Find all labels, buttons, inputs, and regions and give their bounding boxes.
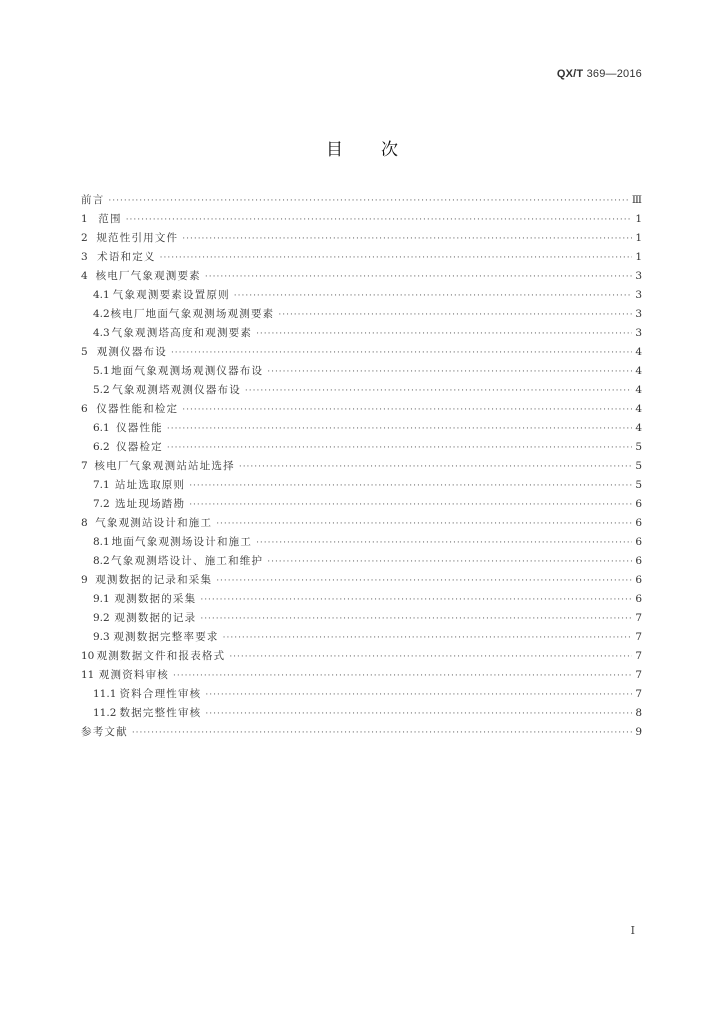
toc-entry-page: 4: [635, 422, 642, 434]
toc-entry-label: 仪器检定: [116, 441, 163, 453]
toc-entry-label: 规范性引用文件: [96, 232, 179, 244]
toc-entry-page: 6: [635, 517, 642, 529]
toc-entry-number: 9: [81, 574, 88, 586]
toc-entry[interactable]: [81, 343, 642, 362]
toc-leader-dots: [167, 439, 632, 458]
toc-entry-label: 仪器性能: [116, 422, 163, 434]
toc-entry[interactable]: [81, 286, 642, 305]
toc-leader-dots: [173, 667, 632, 686]
toc-entry-label: 地面气象观测场观测仪器布设: [111, 365, 264, 377]
toc-entry-label: 站址选取原则: [114, 479, 186, 491]
toc-leader-dots: [132, 724, 632, 743]
toc-entry[interactable]: [81, 191, 642, 210]
toc-entry-label: 气象观测塔观测仪器布设: [112, 384, 241, 396]
toc-entry-page: 7: [635, 612, 642, 624]
toc-entry[interactable]: [81, 400, 642, 419]
toc-leader-dots: [189, 477, 632, 496]
toc-leader-dots: [216, 572, 632, 591]
toc-entry-label: 核电厂气象观测要素: [95, 270, 201, 282]
toc-entry-label: 前言: [81, 194, 105, 206]
toc-entry[interactable]: [81, 438, 642, 457]
toc-leader-dots: [256, 534, 632, 553]
toc-entry-label: 核电厂气象观测站站址选择: [94, 460, 235, 472]
toc-entry-number: 11.2: [93, 707, 117, 719]
toc-entry-number: 4.1: [93, 289, 110, 301]
toc-entry[interactable]: [81, 685, 642, 704]
toc-entry[interactable]: [81, 666, 642, 685]
toc-entry-label: 气象观测要素设置原则: [112, 289, 230, 301]
toc-entry[interactable]: [81, 647, 642, 666]
toc-entry-label: 观测资料审核: [98, 669, 169, 681]
toc-leader-dots: [200, 591, 632, 610]
toc-entry-page: 3: [635, 289, 642, 301]
toc-entry[interactable]: [81, 476, 642, 495]
toc-entry-label: 观测数据文件和报表格式: [96, 650, 226, 662]
toc-leader-dots: [216, 515, 632, 534]
toc-entry-page: 4: [635, 384, 642, 396]
toc-entry-number: 9.2: [93, 612, 110, 624]
toc-entry-label: 观测仪器布设: [96, 346, 167, 358]
toc-entry-label: 地面气象观测场设计和施工: [111, 536, 253, 548]
toc-entry-number: 4: [81, 270, 88, 282]
toc-leader-dots: [182, 230, 632, 249]
toc-entry-page: 4: [635, 346, 642, 358]
toc-entry-number: 6.1: [93, 422, 110, 434]
toc-entry[interactable]: [81, 533, 642, 552]
toc-entry[interactable]: [81, 210, 642, 229]
toc-entry-label: 气象观测站设计和施工: [95, 517, 213, 529]
toc-entry[interactable]: [81, 609, 642, 628]
toc-leader-dots: [167, 420, 632, 439]
toc-entry[interactable]: [81, 552, 642, 571]
toc-leader-dots: [256, 325, 632, 344]
toc-entry-number: 3: [81, 251, 88, 263]
toc-entry-number: 8.2: [93, 555, 110, 567]
toc-entry-page: 1: [635, 213, 642, 225]
toc-entry-label: 资料合理性审核: [119, 688, 202, 700]
table-of-contents: [81, 191, 642, 742]
toc-leader-dots: [267, 553, 632, 572]
toc-entry-page: 4: [635, 403, 642, 415]
toc-entry-page: 3: [635, 270, 642, 282]
toc-leader-dots: [278, 306, 632, 325]
toc-entry-label: 仪器性能和检定: [96, 403, 179, 415]
page-number: Ⅰ: [630, 924, 635, 937]
toc-leader-dots: [229, 648, 632, 667]
toc-entry-page: 6: [635, 593, 642, 605]
toc-entry-number: 4.3: [93, 327, 110, 339]
toc-entry-number: 7.2: [93, 498, 110, 510]
toc-entry-page: 3: [635, 308, 642, 320]
toc-entry-label: 观测数据的记录和采集: [95, 574, 213, 586]
toc-entry[interactable]: [81, 229, 642, 248]
toc-leader-dots: [234, 287, 632, 306]
toc-entry-page: 7: [635, 669, 642, 681]
toc-entry-number: 9.3: [93, 631, 110, 643]
toc-entry-number: 8: [81, 517, 88, 529]
standard-number: 369—2016: [586, 68, 642, 80]
toc-entry-page: 6: [635, 536, 642, 548]
standard-code: [557, 68, 642, 80]
toc-leader-dots: [189, 496, 632, 515]
toc-entry[interactable]: [81, 457, 642, 476]
toc-entry-page: 8: [635, 707, 642, 719]
toc-entry[interactable]: [81, 704, 642, 723]
toc-entry-page: 7: [635, 688, 642, 700]
toc-entry-number: 5.1: [93, 365, 110, 377]
toc-entry-number: 4.2: [93, 308, 110, 320]
toc-entry-page: Ⅲ: [631, 194, 642, 206]
toc-entry-page: 6: [635, 555, 642, 567]
toc-entry[interactable]: [81, 514, 642, 533]
toc-leader-dots: [245, 382, 632, 401]
toc-leader-dots: [205, 268, 632, 287]
toc-leader-dots: [126, 211, 632, 230]
toc-leader-dots: [223, 629, 632, 648]
toc-entry[interactable]: [81, 248, 642, 267]
toc-entry[interactable]: [81, 362, 642, 381]
toc-entry[interactable]: [81, 324, 642, 343]
toc-entry[interactable]: [81, 267, 642, 286]
toc-entry[interactable]: [81, 571, 642, 590]
toc-leader-dots: [171, 344, 632, 363]
toc-leader-dots: [205, 705, 632, 724]
toc-leader-dots: [108, 192, 629, 211]
toc-entry-label: 观测数据的采集: [114, 593, 197, 605]
toc-entry[interactable]: [81, 305, 642, 324]
toc-leader-dots: [239, 458, 632, 477]
toc-entry-page: 7: [635, 650, 642, 662]
toc-entry-label: 气象观测塔设计、施工和维护: [111, 555, 264, 567]
toc-leader-dots: [182, 401, 632, 420]
toc-entry-number: 5.2: [93, 384, 110, 396]
toc-entry-page: 1: [635, 251, 642, 263]
toc-entry-number: 8.1: [93, 536, 110, 548]
toc-entry-number: 7.1: [93, 479, 110, 491]
toc-entry-number: 10: [81, 650, 95, 662]
toc-entry-page: 3: [635, 327, 642, 339]
toc-entry-page: 5: [635, 441, 642, 453]
toc-entry[interactable]: [81, 381, 642, 400]
toc-entry-number: 1: [81, 213, 88, 225]
toc-entry-label: 参考文献: [81, 726, 128, 738]
toc-entry-number: 11: [81, 669, 95, 681]
toc-entry-label: 范围: [98, 213, 122, 225]
toc-entry-label: 核电厂地面气象观测场观测要素: [110, 308, 275, 320]
toc-entry[interactable]: [81, 590, 642, 609]
toc-title: 目次: [326, 140, 436, 160]
toc-leader-dots: [160, 249, 632, 268]
toc-entry-number: 11.1: [93, 688, 117, 700]
toc-leader-dots: [200, 610, 632, 629]
toc-entry-page: 6: [635, 574, 642, 586]
toc-entry-page: 7: [635, 631, 642, 643]
toc-entry-number: 9.1: [93, 593, 110, 605]
toc-entry-number: 2: [81, 232, 88, 244]
toc-leader-dots: [205, 686, 632, 705]
toc-entry[interactable]: [81, 628, 642, 647]
toc-entry-page: 4: [635, 365, 642, 377]
standard-prefix: QX/T: [556, 68, 584, 80]
toc-entry-label: 术语和定义: [97, 251, 156, 263]
toc-entry-label: 观测数据的记录: [114, 612, 197, 624]
toc-entry-number: 6.2: [93, 441, 110, 453]
toc-entry-label: 观测数据完整率要求: [113, 631, 219, 643]
toc-entry-label: 气象观测塔高度和观测要素: [111, 327, 253, 339]
toc-entry-number: 6: [81, 403, 88, 415]
toc-entry-page: 6: [635, 498, 642, 510]
toc-entry-label: 数据完整性审核: [119, 707, 202, 719]
toc-entry[interactable]: [81, 419, 642, 438]
toc-entry-page: 1: [635, 232, 642, 244]
toc-entry[interactable]: [81, 495, 642, 514]
toc-leader-dots: [267, 363, 632, 382]
toc-entry[interactable]: [81, 723, 642, 742]
toc-entry-number: 5: [81, 346, 88, 358]
toc-entry-page: 5: [635, 479, 642, 491]
toc-entry-label: 选址现场踏勘: [114, 498, 186, 510]
toc-entry-number: 7: [81, 460, 88, 472]
toc-entry-page: 9: [635, 726, 642, 738]
toc-entry-page: 5: [635, 460, 642, 472]
